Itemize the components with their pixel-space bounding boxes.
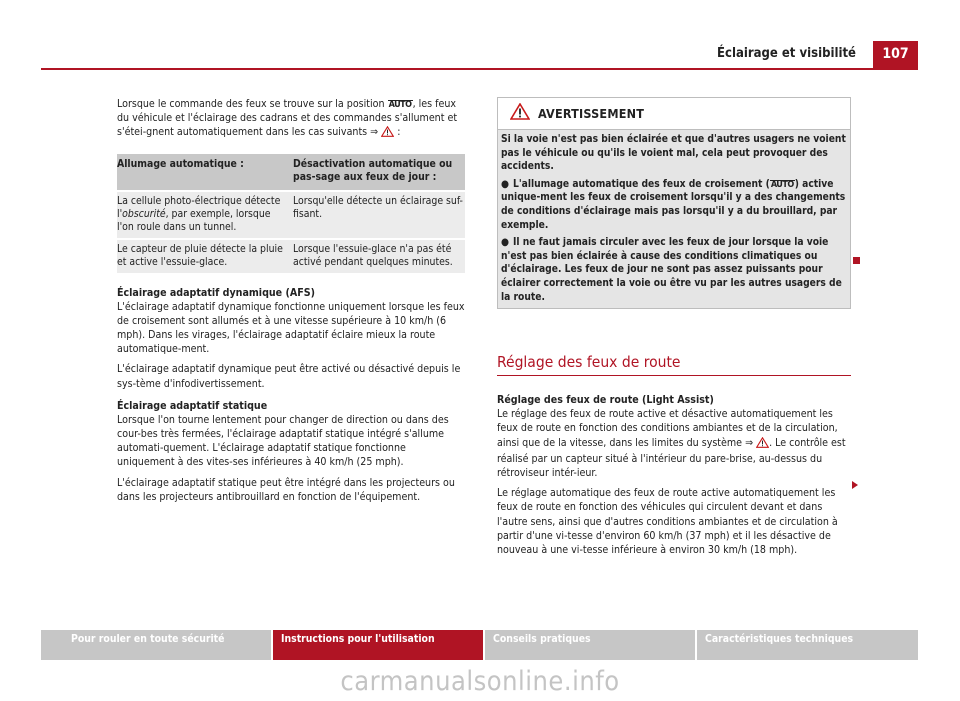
warning-body	[498, 130, 850, 308]
watermark: carmanualsonline.info	[340, 666, 620, 697]
right-column	[497, 97, 851, 557]
page-number: 107	[873, 41, 918, 69]
warning-triangle-icon[interactable]	[381, 126, 394, 141]
warning-box	[497, 97, 851, 309]
tab-instructions[interactable]: Instructions pour l'utilisation	[273, 630, 483, 660]
static-paragraph-2: L'éclairage adaptatif statique peut être intégré dans les projecteurs ou dans les projecteurs antibrouillard en fonction de l'équipement.	[117, 476, 455, 503]
left-column	[117, 97, 465, 504]
continue-arrow-icon	[852, 481, 858, 489]
warning-paragraph: Si la voie n'est pas bien éclairée et que d'autres usagers ne voient pas le véhicule ou qu'ils le voient mal, cela peut provoquer des accidents.	[501, 134, 846, 173]
warning-triangle-icon[interactable]	[756, 437, 769, 452]
footer-nav	[41, 630, 918, 660]
afs-paragraph-2: L'éclairage adaptatif dynamique peut être activé ou désactivé depuis le sys-tème d'infodivertissement.	[117, 363, 461, 390]
light-assist-paragraph-2: Le réglage automatique des feux de route active automatiquement les feux de route en fonction des véhicules qui circulent devant et dans l'autre sens, ainsi que d'autres conditions ambiantes et de circulation à partir d'une vi-tesse d'environ 60 km/h (37 mph) et il les désactive de nouveau à une vi-tesse inférieure à environ 30 km/h (18 mph).	[497, 487, 838, 556]
tab-conseils[interactable]: Conseils pratiques	[485, 630, 695, 660]
warning-list-item: ● Il ne faut jamais circuler avec les feux de jour lorsque la voie n'est pas bien éclairée à cause des conditions climatiques ou d'éclairage. Les feux de jour ne sont pas assez puissants pour éclairer correctement la voie ou être vu par les autres usagers de la route.	[501, 237, 842, 303]
bullet-icon: ●	[501, 178, 509, 190]
afs-heading: Éclairage adaptatif dynamique (AFS)	[117, 286, 315, 299]
chapter-title: Éclairage et visibilité	[717, 46, 856, 61]
warning-list-item: ● L'allumage automatique des feux de croisement (AUTO) active unique-ment les feux de croisement lorsqu'il y a des changements de conditions d'éclairage mais pas lorsqu'il y a du brouillard, par exemple.	[501, 178, 846, 231]
section-title: Réglage des feux de route	[497, 353, 851, 376]
warning-triangle-icon	[510, 103, 530, 124]
table-row	[117, 191, 465, 239]
page-header	[41, 41, 918, 69]
static-heading: Éclairage adaptatif statique	[117, 399, 268, 412]
light-assist-paragraph-1: Le réglage des feux de route active et désactive automatiquement les feux de route en fonction des conditions ambiantes et de la circulation, ainsi que de la vitesse, dans les limites du système ⇒ . Le contrôle est réalisé par un capteur situé à l'intérieur du pare-brise, au-dessus du rétroviseur intér-ieur.	[497, 408, 846, 479]
table-header-cell: Désactivation automatique ou pas-sage aux feux de jour :	[291, 154, 465, 191]
table-cell: La cellule photo-électrique détecte l'obscurité, par exemple, lorsque l'on roule dans un tunnel.	[117, 191, 291, 239]
header-rule	[41, 68, 918, 70]
table-header-cell: Allumage automatique :	[117, 154, 291, 191]
table-cell: Lorsqu'elle détecte un éclairage suf-fisant.	[291, 191, 465, 239]
bullet-icon: ●	[501, 237, 509, 249]
auto-symbol: AUTO	[388, 100, 412, 110]
intro-paragraph: Lorsque le commande des feux se trouve sur la position AUTO, les feux du véhicule et l'éclairage des cadrans et des commandes s'allument et s'étei-gnent automatiquement dans les cas suivants ⇒ :	[117, 97, 465, 142]
auto-symbol: AUTO	[770, 179, 794, 190]
light-assist-heading: Réglage des feux de route (Light Assist)	[497, 394, 714, 407]
tab-pour-rouler[interactable]: Pour rouler en toute sécurité	[41, 630, 271, 660]
warning-end-marker	[853, 257, 860, 264]
tab-caracteristiques[interactable]: Caractéristiques techniques	[697, 630, 918, 660]
table-cell: Lorsque l'essuie-glace n'a pas été activé pendant quelques minutes.	[291, 239, 465, 273]
table-header-row	[117, 154, 465, 191]
lighting-table	[117, 154, 465, 273]
warning-title: AVERTISSEMENT	[538, 106, 645, 121]
table-cell: Le capteur de pluie détecte la pluie et active l'essuie-glace.	[117, 239, 291, 273]
table-row	[117, 239, 465, 273]
static-paragraph-1: Lorsque l'on tourne lentement pour changer de direction ou dans des cour-bes très fermées, l'éclairage adaptatif statique intégré s'allume automati-quement. L'éclairage adaptatif statique fonctionne uniquement à des vites-ses inférieures à 40 km/h (25 mph).	[117, 413, 449, 469]
afs-paragraph-1: L'éclairage adaptatif dynamique fonctionne uniquement lorsque les feux de croisement sont allumés et à une vitesse supérieure à 10 km/h (6 mph). Dans les virages, l'éclairage adaptatif éclaire mieux la route automatique-ment.	[117, 300, 465, 356]
warning-header	[498, 98, 850, 130]
